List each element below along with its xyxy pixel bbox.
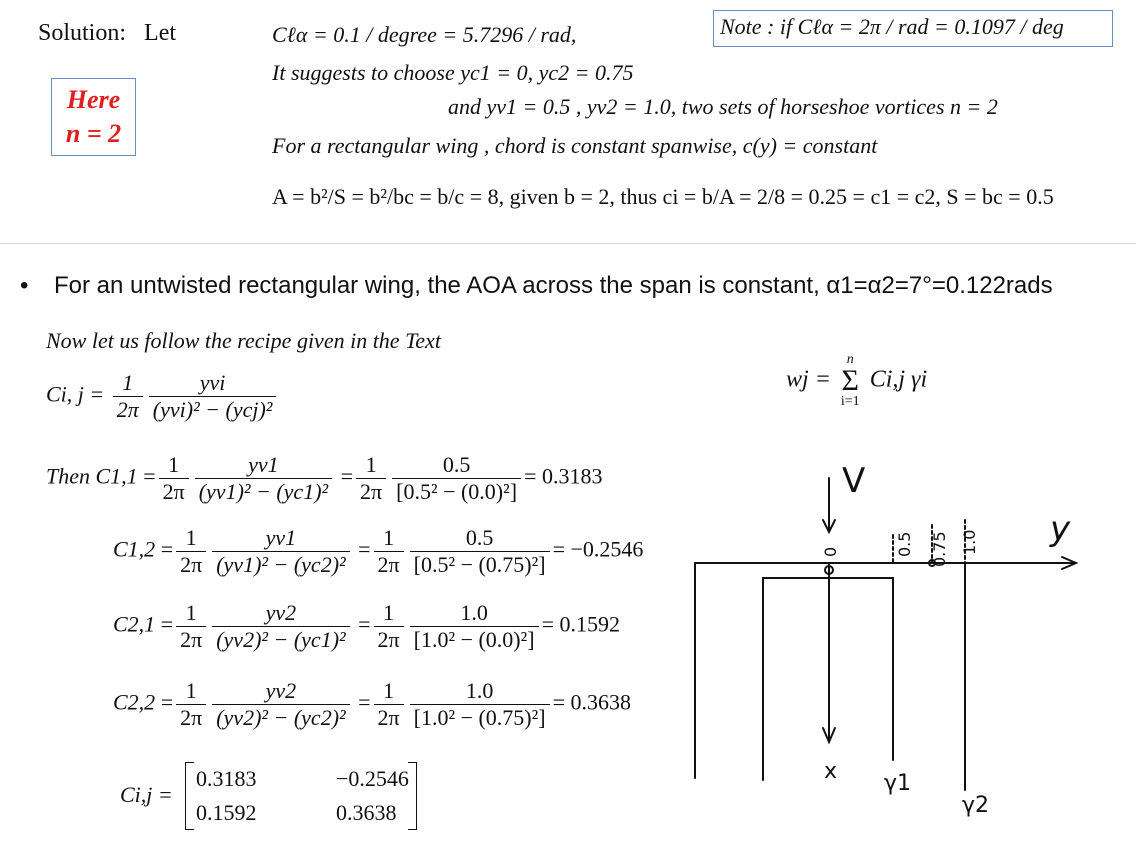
- coef-frac-2: $\frac{1}{2\pi}$: [356, 452, 386, 505]
- aspect-line: A = b²/S = b²/bc = b/c = 8, given b = 2, thus ci = b/A = 2/8 = 0.25 = c1 = c2, S = bc = 0.5: [272, 184, 1054, 209]
- coef-lhs: C2,1: [113, 611, 156, 637]
- matrix-cell: 0.3183: [196, 766, 257, 791]
- w-lhs: wj: [786, 366, 809, 393]
- coef-frac-sym: $\frac{yv2}{\text{(yv2)² − (yc2)²}}$: [212, 678, 349, 731]
- coef-frac-1: $\frac{1}{2\pi}$: [176, 600, 206, 653]
- coef-frac-1: $\frac{1}{2\pi}$: [176, 678, 206, 731]
- here-line1: Here: [66, 85, 121, 114]
- w-formula: wj = n Σ i=1 Ci,j γi: [786, 352, 928, 409]
- coef-frac-2: $\frac{1}{2\pi}$: [374, 600, 404, 653]
- gamma1-label: γ1: [884, 771, 912, 796]
- coef-frac-2: $\frac{1}{2\pi}$: [374, 678, 404, 731]
- rect-wing-line: For a rectangular wing , chord is constant spanwise, c(y) = constant: [272, 133, 878, 158]
- matrix-lhs: Ci,j =: [120, 782, 173, 807]
- coef-frac-val: $\frac{1.0}{\text{[1.0² − (0.75)²]}}$: [410, 678, 550, 731]
- w-sum: n Σ i=1: [840, 352, 860, 409]
- coefficient-row: C1,2 = $\frac{1}{2\pi}$ $\frac{yv1}{\text{(yv1)² − (yc2)²}}$ = $\frac{1}{2\pi}$ $\frac{0.5}{\text{[0.5² − (0.75)²]}}$ = −0.2546: [113, 525, 644, 577]
- solution-label: Solution: Let: [38, 20, 177, 46]
- bullet-text: For an untwisted rectangular wing, the AOA across the span is constant, α1=α2=7°=0.122rads: [54, 272, 1053, 299]
- coef-frac-1: $\frac{1}{2\pi}$: [159, 452, 189, 505]
- cl-alpha-line: Cℓα = 0.1 / degree = 5.7296 / rad,: [272, 22, 577, 47]
- let-label: Let: [144, 20, 177, 46]
- gamma2-label: γ2: [962, 793, 990, 818]
- coef-frac-val: $\frac{0.5}{\text{[0.5² − (0.75)²]}}$: [410, 525, 550, 578]
- general-frac-2: $\frac{\text{yvi}}{\text{(yvi)² − (ycj)²}}$: [149, 370, 277, 423]
- v-label: V: [842, 461, 866, 501]
- coef-frac-2: $\frac{1}{2\pi}$: [374, 525, 404, 578]
- coef-frac-sym: $\frac{yv1}{\text{(yv1)² − (yc2)²}}$: [212, 525, 349, 578]
- tick-label: 0.75: [930, 531, 949, 567]
- coef-frac-val: $\frac{1.0}{\text{[1.0² − (0.0)²]}}$: [410, 600, 539, 653]
- coef-result: = −0.2546: [552, 536, 644, 562]
- and-line: and yv1 = 0.5 , yv2 = 1.0, two sets of horseshoe vortices n = 2: [448, 94, 998, 119]
- general-frac-1: $\frac{1}{2\pi}$: [113, 370, 143, 423]
- tick-label: 1.0: [960, 529, 979, 555]
- matrix-cell: 0.3638: [336, 800, 397, 825]
- y-label: y: [1050, 509, 1071, 549]
- recipe-intro: Now let us follow the recipe given in the Text: [46, 328, 441, 353]
- coef-lhs: C1,1: [95, 463, 138, 489]
- coef-result: = 0.3638: [552, 689, 631, 715]
- coef-lhs: C1,2: [113, 536, 156, 562]
- coefficient-row: Then C1,1 = $\frac{1}{2\pi}$ $\frac{yv1}{\text{(yv1)² − (yc1)²}}$ = $\frac{1}{2\pi}$ $\frac{0.5}{\text{[0.5² − (0.0)²]}}$ = 0.3183: [46, 452, 603, 504]
- general-lhs: Ci, j =: [46, 381, 105, 407]
- coef-frac-sym: $\frac{yv2}{\text{(yv2)² − (yc1)²}}$: [212, 600, 349, 653]
- suggest-line: It suggests to choose yc1 = 0, yc2 = 0.75: [272, 60, 634, 85]
- x-label: x: [824, 759, 838, 784]
- coef-frac-sym: $\frac{yv1}{\text{(yv1)² − (yc1)²}}$: [195, 452, 332, 505]
- tick-label: 0: [821, 546, 840, 557]
- coefficient-row: C2,1 = $\frac{1}{2\pi}$ $\frac{yv2}{\text{(yv2)² − (yc1)²}}$ = $\frac{1}{2\pi}$ $\frac{1.0}{\text{[1.0² − (0.0)²]}}$ = 0.1592: [113, 600, 620, 652]
- here-line2: n = 2: [65, 119, 122, 148]
- matrix-cell: 0.1592: [196, 800, 257, 825]
- coef-lhs: C2,2: [113, 689, 156, 715]
- w-rhs: Ci,j γi: [869, 366, 928, 393]
- coef-prefix: Then: [46, 463, 96, 489]
- coef-frac-1: $\frac{1}{2\pi}$: [176, 525, 206, 578]
- coef-frac-val: $\frac{0.5}{\text{[0.5² − (0.0)²]}}$: [392, 452, 521, 505]
- coef-result: = 0.1592: [541, 611, 620, 637]
- note-text: Note : if Cℓα = 2π / rad = 0.1097 / deg: [720, 14, 1064, 39]
- coefficient-row: C2,2 = $\frac{1}{2\pi}$ $\frac{yv2}{\text{(yv2)² − (yc2)²}}$ = $\frac{1}{2\pi}$ $\frac{1.0}{\text{[1.0² − (0.75)²]}}$ = 0.3638: [113, 678, 631, 730]
- matrix-cell: −0.2546: [336, 766, 409, 791]
- tick-label: 0.5: [895, 531, 914, 557]
- bullet-dot: •: [20, 272, 29, 299]
- coef-result: = 0.3183: [524, 463, 603, 489]
